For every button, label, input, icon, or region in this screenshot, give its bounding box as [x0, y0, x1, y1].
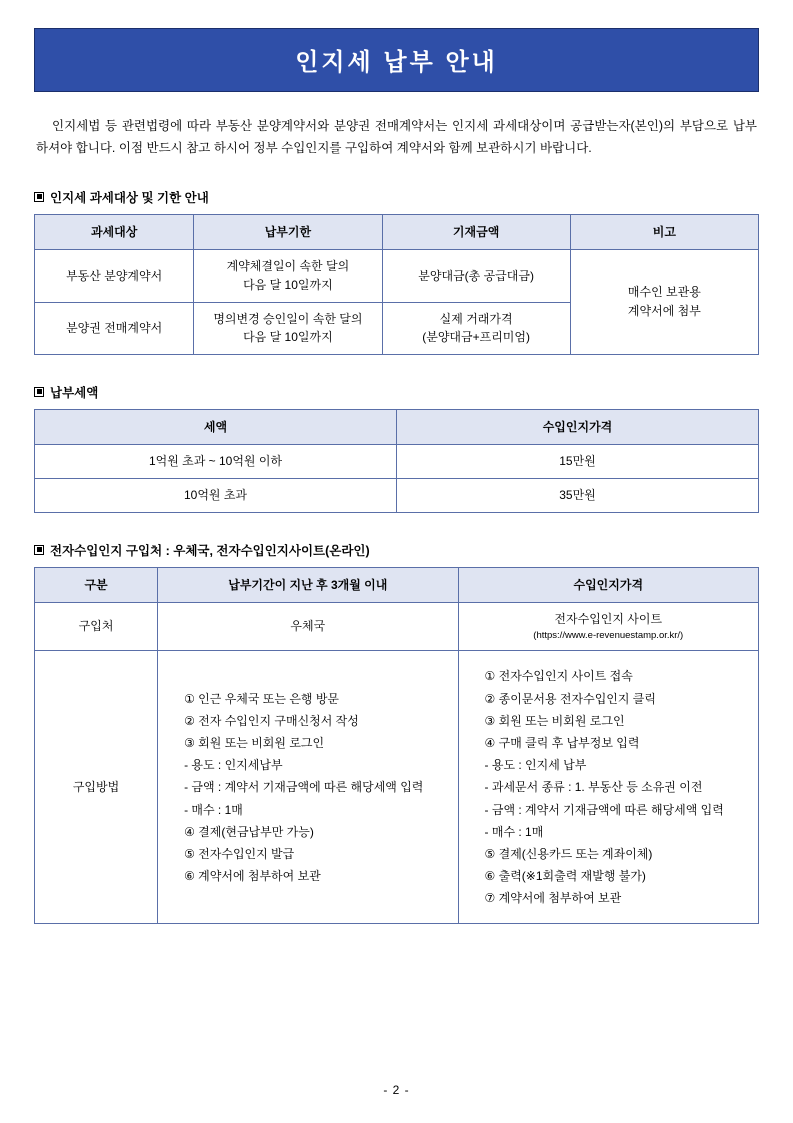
cell-deadline-line-2: 다음 달 10일까지 — [243, 277, 333, 292]
cell-deadline — [194, 302, 382, 354]
cell-amount: 분양대금(총 공급대금) — [382, 250, 570, 302]
col-header-period: 납부기간이 지난 후 3개월 이내 — [158, 567, 458, 603]
list-item: ⑥ 출력(※1회출력 재발행 불가) — [484, 869, 646, 884]
section-heading-text: 납부세액 — [50, 385, 99, 400]
table-row-purchase-place — [35, 603, 759, 651]
page-title: 인지세 납부 안내 — [34, 28, 759, 92]
online-site-url: (https://www.e-revenuestamp.or.kr/) — [533, 629, 684, 641]
list-item: ⑤ 결제(신용카드 또는 계좌이체) — [484, 846, 653, 861]
list-item: ④ 결제(현금납부만 가능) — [184, 824, 314, 839]
section-heading-text: 인지세 과세대상 및 기한 안내 — [50, 190, 209, 205]
col-header-amount: 기재금액 — [382, 214, 570, 250]
table-row — [35, 478, 759, 512]
square-bullet-icon — [34, 387, 44, 397]
cell-amount-line-2: (분양대금+프리미엄) — [422, 330, 530, 345]
cell-deadline — [194, 250, 382, 302]
table-header-row — [35, 409, 759, 445]
cell-online-site — [458, 603, 758, 651]
section-heading-tax-amount — [34, 383, 759, 401]
list-item: ④ 구매 클릭 후 납부정보 입력 — [484, 735, 640, 750]
col-header-stamp-price: 수입인지가격 — [397, 409, 759, 445]
list-item: - 금액 : 계약서 기재금액에 따른 해당세액 입력 — [484, 802, 724, 817]
list-item: - 용도 : 인지세납부 — [184, 758, 283, 773]
online-site-name: 전자수입인지 사이트 — [554, 612, 663, 627]
list-item: ① 전자수입인지 사이트 접속 — [484, 669, 633, 684]
col-header-division: 구분 — [35, 567, 158, 603]
cell-note-line-2: 계약서에 첨부 — [627, 304, 701, 319]
list-item: ⑦ 계약서에 첨부하여 보관 — [484, 891, 622, 906]
table-tax-targets — [34, 214, 759, 355]
list-item: ② 전자 수입인지 구매신청서 작성 — [184, 713, 359, 728]
list-item: - 매수 : 1매 — [184, 802, 243, 817]
table-header-row — [35, 567, 759, 603]
cell-online-steps — [458, 651, 758, 924]
cell-note — [570, 250, 758, 354]
cell-target: 분양권 전매계약서 — [35, 302, 194, 354]
table-row — [35, 250, 759, 302]
table-row — [35, 445, 759, 479]
table-row-purchase-method — [35, 651, 759, 924]
col-header-stamp-price: 수입인지가격 — [458, 567, 758, 603]
cell-amount-line-1: 실제 거래가격 — [439, 311, 513, 326]
table-tax-amount — [34, 409, 759, 513]
list-item: ⑤ 전자수입인지 발급 — [184, 846, 295, 861]
cell-deadline-line-1: 명의변경 승인일이 속한 달의 — [213, 311, 363, 326]
list-item: ③ 회원 또는 비회원 로그인 — [484, 713, 625, 728]
cell-purchase-place-label: 구입처 — [35, 603, 158, 651]
list-item: ③ 회원 또는 비회원 로그인 — [184, 735, 325, 750]
section-heading-purchase — [34, 541, 759, 559]
list-item: ② 종이문서용 전자수입인지 클릭 — [484, 691, 656, 706]
list-item: ① 인근 우체국 또는 은행 방문 — [184, 691, 340, 706]
list-item: - 용도 : 인지세 납부 — [484, 758, 587, 773]
cell-offline-steps — [158, 651, 458, 924]
list-item: - 금액 : 계약서 기재금액에 따른 해당세액 입력 — [184, 780, 424, 795]
section-heading-text: 전자수입인지 구입처 : 우체국, 전자수입인지사이트(온라인) — [50, 543, 370, 558]
col-header-deadline: 납부기한 — [194, 214, 382, 250]
intro-paragraph — [34, 116, 759, 160]
intro-line-1: 인지세법 등 관련법령에 따라 부동산 분양계약서와 분양권 전매계약서는 인지세 과세대상이며 공급받는자(본인)의 부담으로 납부 — [52, 119, 757, 133]
cell-stamp-price: 15만원 — [397, 445, 759, 479]
col-header-tax: 세액 — [35, 409, 397, 445]
col-header-target: 과세대상 — [35, 214, 194, 250]
cell-amount — [382, 302, 570, 354]
cell-purchase-method-label: 구입방법 — [35, 651, 158, 924]
table-header-row — [35, 214, 759, 250]
cell-target: 부동산 분양계약서 — [35, 250, 194, 302]
intro-line-2: 하셔야 합니다. 이점 반드시 참고 하시어 정부 수입인지를 구입하여 계약서와 함께 보관하시기 바랍니다. — [36, 140, 592, 155]
square-bullet-icon — [34, 192, 44, 202]
cell-deadline-line-1: 계약체결일이 속한 달의 — [226, 259, 350, 274]
square-bullet-icon — [34, 545, 44, 555]
table-purchase-guide — [34, 567, 759, 925]
cell-stamp-price: 35만원 — [397, 478, 759, 512]
cell-tax-range: 1억원 초과 ~ 10억원 이하 — [35, 445, 397, 479]
cell-note-line-1: 매수인 보관용 — [627, 285, 701, 300]
list-item: ⑥ 계약서에 첨부하여 보관 — [184, 869, 321, 884]
list-item: - 매수 : 1매 — [484, 824, 544, 839]
cell-deadline-line-2: 다음 달 10일까지 — [243, 330, 333, 345]
cell-post-office: 우체국 — [158, 603, 458, 651]
list-item: - 과세문서 종류 : 1. 부동산 등 소유권 이전 — [484, 780, 703, 795]
section-heading-tax-targets — [34, 188, 759, 206]
col-header-note: 비고 — [570, 214, 758, 250]
page-number: - 2 - — [383, 1083, 410, 1097]
cell-tax-range: 10억원 초과 — [35, 478, 397, 512]
